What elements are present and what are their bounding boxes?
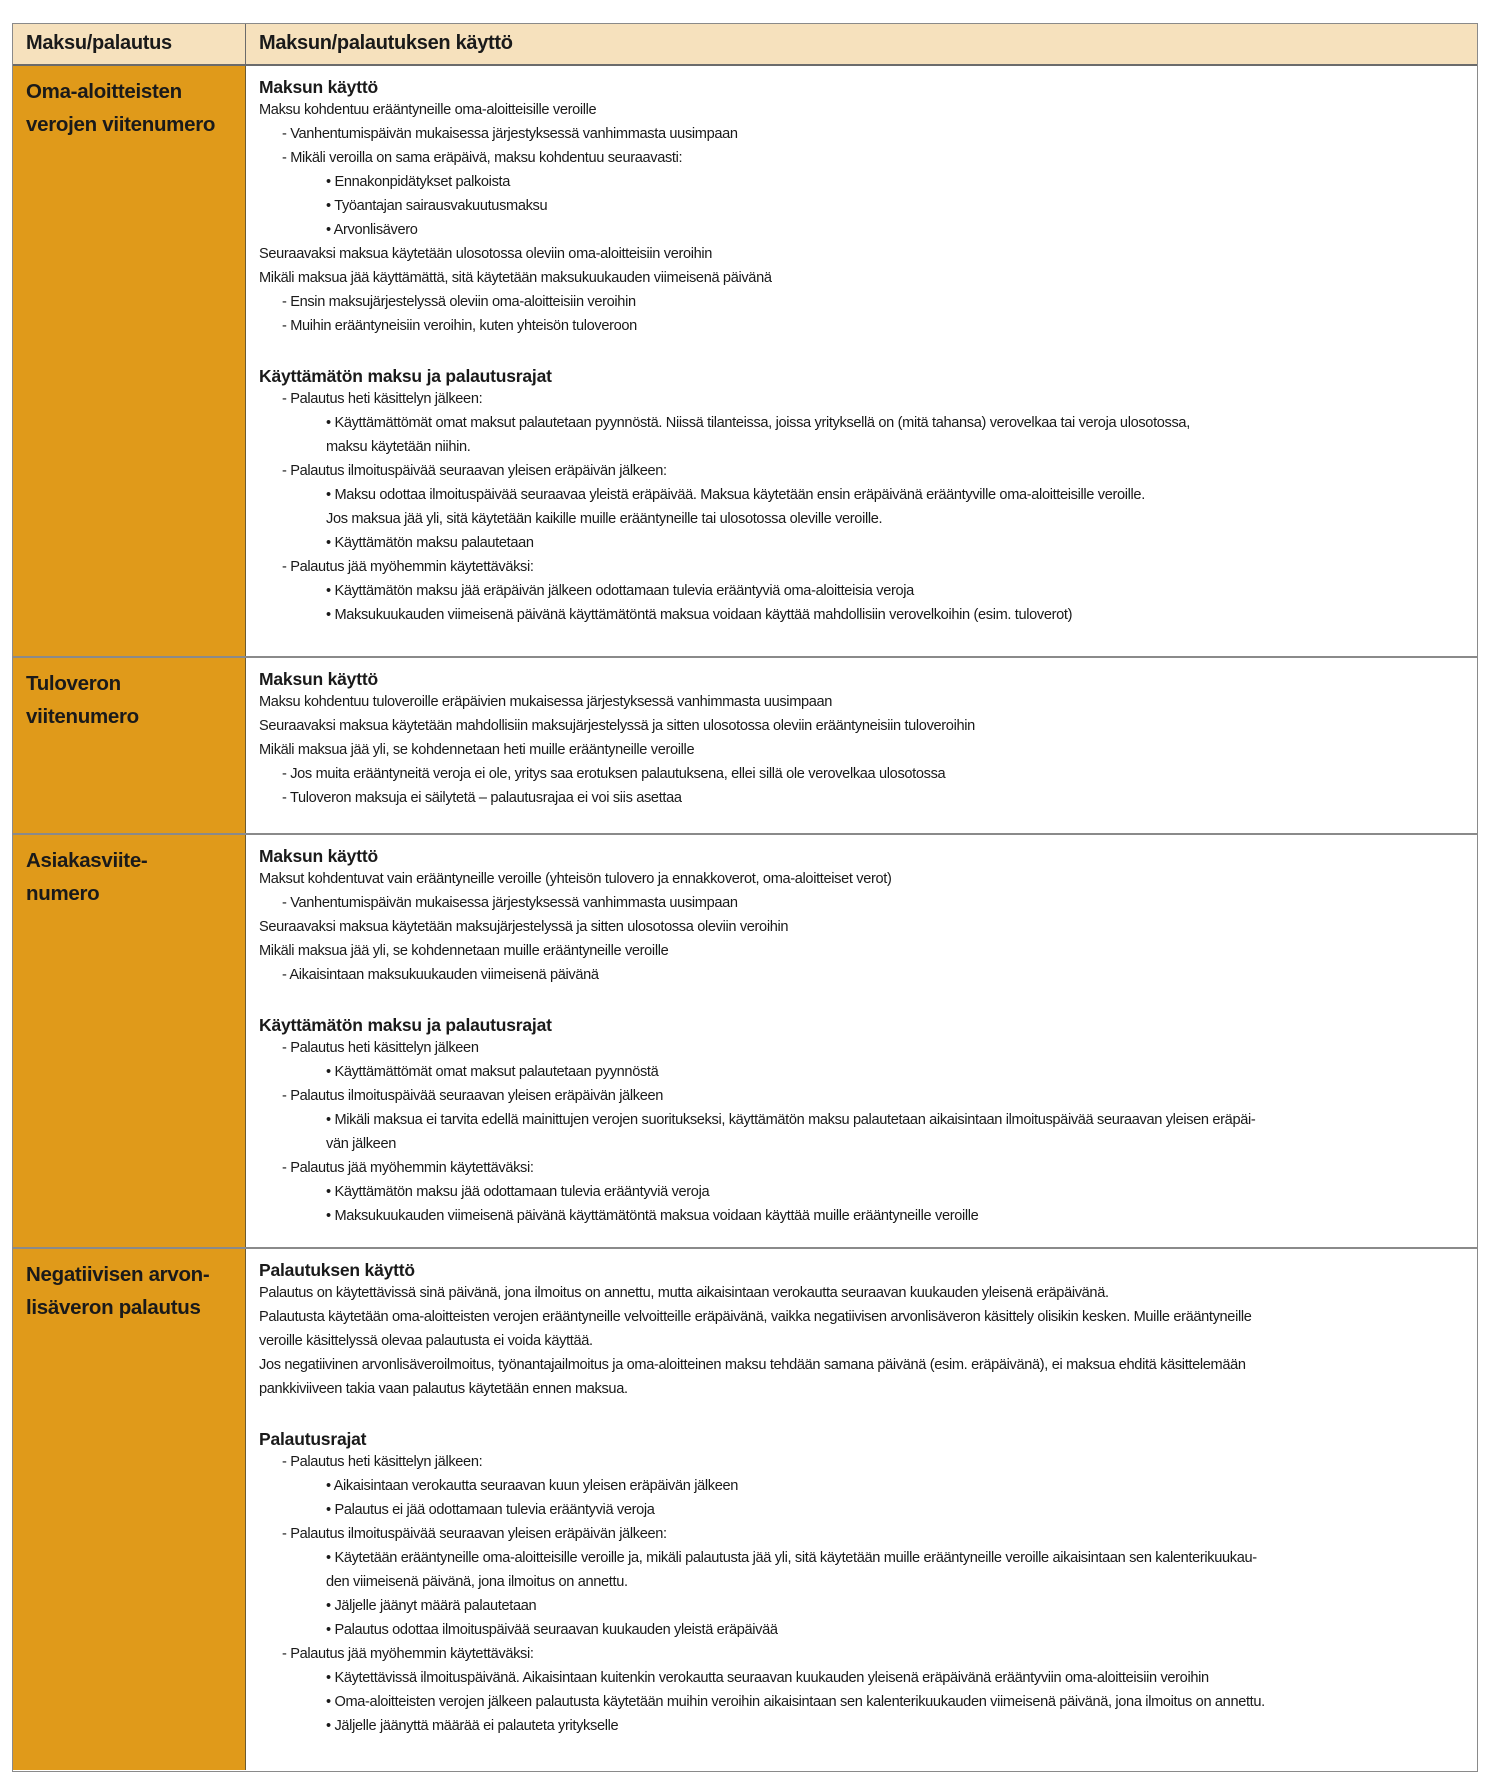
- text-line: Jos negatiivinen arvonlisäveroilmoitus, työnantajailmoitus ja oma-aloitteinen maksu tehdään samana päivänä (esim. eräpäivänä), ei maksua ehditä käsittelemään: [259, 1357, 1246, 1373]
- row-label-line: Negatiivisen arvon-: [26, 1263, 210, 1286]
- bullet-list-item: • Työantajan sairausvakuutusmaksu: [326, 198, 548, 214]
- bullet-list-item: • Palautus ei jää odottamaan tulevia erääntyviä veroja: [326, 1502, 655, 1518]
- text-line: Maksu kohdentuu tuloveroille eräpäivien mukaisessa järjestyksessä vanhimmasta uusimpaan: [259, 694, 833, 710]
- bullet-list-item: • Maksu odottaa ilmoituspäivää seuraavaa yleistä eräpäivää. Maksua käytetään ensin eräpäivänä erääntyville oma-aloitteisille veroille.: [326, 487, 1145, 503]
- text-line: Seuraavaksi maksua käytetään maksujärjestelyssä ja sitten ulosotossa oleviin veroihin: [259, 919, 789, 935]
- dash-list-item: - Muihin erääntyneisiin veroihin, kuten yhteisön tuloveroon: [282, 318, 637, 334]
- dash-list-item: - Palautus ilmoituspäivää seuraavan yleisen eräpäivän jälkeen:: [282, 1526, 667, 1542]
- bullet-continuation: den viimeisenä päivänä, jona ilmoitus on annettu.: [326, 1574, 628, 1590]
- section-heading: Maksun käyttö: [259, 669, 378, 689]
- section-heading: Käyttämätön maksu ja palautusrajat: [259, 366, 552, 386]
- section-heading: Käyttämätön maksu ja palautusrajat: [259, 1015, 552, 1035]
- dash-list-item: - Palautus heti käsittelyn jälkeen: [282, 1040, 479, 1056]
- dash-list-item: - Palautus jää myöhemmin käytettäväksi:: [282, 559, 534, 575]
- dash-list-item: - Palautus ilmoituspäivää seuraavan yleisen eräpäivän jälkeen:: [282, 463, 667, 479]
- bullet-list-item: • Mikäli maksua ei tarvita edellä mainittujen verojen suoritukseksi, käyttämätön maksu palautetaan aikaisintaan ilmoituspäivää seuraavan yleisen eräpäi-: [326, 1112, 1256, 1128]
- bullet-list-item: • Käyttämättömät omat maksut palautetaan pyynnöstä: [326, 1064, 659, 1080]
- table-row: [13, 658, 1477, 835]
- bullet-list-item: • Jäljelle jäänyttä määrää ei palauteta yritykselle: [326, 1718, 619, 1734]
- row-label-line: Tuloveron: [26, 672, 121, 695]
- row-label-line: lisäveron palautus: [26, 1296, 201, 1319]
- row-content-cell: [246, 658, 1477, 833]
- row-content-cell: [246, 1249, 1477, 1770]
- text-line: veroille käsittelyssä olevaa palautusta ei voida käyttää.: [259, 1333, 593, 1349]
- row-label-cell: [13, 835, 246, 1247]
- row-label-line: numero: [26, 882, 100, 905]
- header-label-usage: Maksun/palautuksen käyttö: [259, 32, 513, 54]
- dash-list-item: - Vanhentumispäivän mukaisessa järjestyksessä vanhimmasta uusimpaan: [282, 895, 738, 911]
- bullet-list-item: • Arvonlisävero: [326, 222, 418, 238]
- table-row: [13, 835, 1477, 1249]
- section-heading: Palautuksen käyttö: [259, 1260, 415, 1280]
- row-content-cell: [246, 66, 1477, 656]
- table-header: [13, 24, 1477, 66]
- dash-list-item: - Ensin maksujärjestelyssä oleviin oma-aloitteisiin veroihin: [282, 294, 636, 310]
- bullet-list-item: • Käyttämätön maksu jää eräpäivän jälkeen odottamaan tulevia erääntyviä oma-aloitteisia veroja: [326, 583, 914, 599]
- dash-list-item: - Jos muita erääntyneitä veroja ei ole, yritys saa erotuksen palautuksena, ellei sillä ole verovelkaa ulosotossa: [282, 766, 946, 782]
- section-heading: Maksun käyttö: [259, 846, 378, 866]
- table-row: [13, 66, 1477, 658]
- payment-allocation-table: [12, 23, 1478, 1772]
- dash-list-item: - Mikäli veroilla on sama eräpäivä, maksu kohdentuu seuraavasti:: [282, 150, 683, 166]
- bullet-list-item: • Jäljelle jäänyt määrä palautetaan: [326, 1598, 537, 1614]
- bullet-list-item: • Aikaisintaan verokautta seuraavan kuun yleisen eräpäivän jälkeen: [326, 1478, 738, 1494]
- bullet-list-item: • Ennakonpidätykset palkoista: [326, 174, 510, 190]
- bullet-list-item: • Käyttämättömät omat maksut palautetaan pyynnöstä. Niissä tilanteissa, joissa yrityksellä on (mitä tahansa) verovelkaa tai veroja ulosotossa,: [326, 415, 1190, 431]
- bullet-continuation: Jos maksua jää yli, sitä käytetään kaikille muille erääntyneille tai ulosotossa oleville veroille.: [326, 511, 883, 527]
- dash-list-item: - Palautus jää myöhemmin käytettäväksi:: [282, 1646, 534, 1662]
- section-heading: Palautusrajat: [259, 1429, 367, 1449]
- row-label-line: Asiakasviite-: [26, 849, 148, 872]
- text-line: Palautus on käytettävissä sinä päivänä, jona ilmoitus on annettu, mutta aikaisintaan verokautta seuraavan kuukauden yleisenä eräpäivänä.: [259, 1285, 1109, 1301]
- text-line: Mikäli maksua jää yli, se kohdennetaan muille erääntyneille veroille: [259, 943, 669, 959]
- row-label-cell: [13, 658, 246, 833]
- dash-list-item: - Palautus heti käsittelyn jälkeen:: [282, 1454, 483, 1470]
- text-line: Maksut kohdentuvat vain erääntyneille veroille (yhteisön tulovero ja ennakkoverot, oma-aloitteiset verot): [259, 871, 892, 887]
- row-label-line: viitenumero: [26, 705, 139, 728]
- bullet-list-item: • Käyttämätön maksu palautetaan: [326, 535, 534, 551]
- bullet-list-item: • Käytetään erääntyneille oma-aloitteisille veroille ja, mikäli palautusta jää yli, sitä käytetään muille erääntyneille veroille aikaisintaan sen kalenterikuukau-: [326, 1550, 1257, 1566]
- dash-list-item: - Tuloveron maksuja ei säilytetä – palautusrajaa ei voi siis asettaa: [282, 790, 682, 806]
- dash-list-item: - Aikaisintaan maksukuukauden viimeisenä päivänä: [282, 967, 599, 983]
- bullet-list-item: • Maksukuukauden viimeisenä päivänä käyttämätöntä maksua voidaan käyttää mahdollisiin verovelkoihin (esim. tuloverot): [326, 607, 1073, 623]
- bullet-list-item: • Maksukuukauden viimeisenä päivänä käyttämätöntä maksua voidaan käyttää muille erääntyneille veroille: [326, 1208, 979, 1224]
- text-line: pankkiviiveen takia vaan palautus käytetään ennen maksua.: [259, 1381, 628, 1397]
- bullet-list-item: • Oma-aloitteisten verojen jälkeen palautusta käytetään muihin veroihin aikaisintaan sen kalenterikuukauden viimeisenä päivänä, jona ilmoitus on annettu.: [326, 1694, 1265, 1710]
- text-line: Mikäli maksua jää käyttämättä, sitä käytetään maksukuukauden viimeisenä päivänä: [259, 270, 772, 286]
- row-label-cell: [13, 66, 246, 656]
- bullet-continuation: maksu käytetään niihin.: [326, 439, 471, 455]
- row-content-cell: [246, 835, 1477, 1247]
- row-label-line: Oma-aloitteisten: [26, 80, 182, 103]
- header-label-payment: Maksu/palautus: [26, 32, 172, 54]
- section-heading: Maksun käyttö: [259, 77, 378, 97]
- dash-list-item: - Palautus ilmoituspäivää seuraavan yleisen eräpäivän jälkeen: [282, 1088, 664, 1104]
- bullet-list-item: • Palautus odottaa ilmoituspäivää seuraavan kuukauden yleistä eräpäivää: [326, 1622, 778, 1638]
- bullet-continuation: vän jälkeen: [326, 1136, 396, 1152]
- dash-list-item: - Palautus heti käsittelyn jälkeen:: [282, 391, 483, 407]
- text-line: Mikäli maksua jää yli, se kohdennetaan heti muille erääntyneille veroille: [259, 742, 695, 758]
- dash-list-item: - Vanhentumispäivän mukaisessa järjestyksessä vanhimmasta uusimpaan: [282, 126, 738, 142]
- text-line: Seuraavaksi maksua käytetään ulosotossa oleviin oma-aloitteisiin veroihin: [259, 246, 713, 262]
- text-line: Palautusta käytetään oma-aloitteisten verojen erääntyneille velvoitteille eräpäivänä, vaikka negatiivisen arvonlisäveron käsittely olisikin kesken. Muille erääntyneille: [259, 1309, 1252, 1325]
- row-label-cell: [13, 1249, 246, 1770]
- header-cell-payment: [13, 24, 246, 64]
- text-line: Seuraavaksi maksua käytetään mahdollisiin maksujärjestelyssä ja sitten ulosotossa oleviin erääntyneisiin tuloveroihin: [259, 718, 975, 734]
- dash-list-item: - Palautus jää myöhemmin käytettäväksi:: [282, 1160, 534, 1176]
- text-line: Maksu kohdentuu erääntyneille oma-aloitteisille veroille: [259, 102, 597, 118]
- bullet-list-item: • Käyttämätön maksu jää odottamaan tulevia erääntyviä veroja: [326, 1184, 710, 1200]
- row-label-line: verojen viitenumero: [26, 113, 216, 136]
- bullet-list-item: • Käytettävissä ilmoituspäivänä. Aikaisintaan kuitenkin verokautta seuraavan kuukauden yleisenä eräpäivänä erääntyviin oma-aloitteisiin veroihin: [326, 1670, 1209, 1686]
- table-row: [13, 1249, 1477, 1770]
